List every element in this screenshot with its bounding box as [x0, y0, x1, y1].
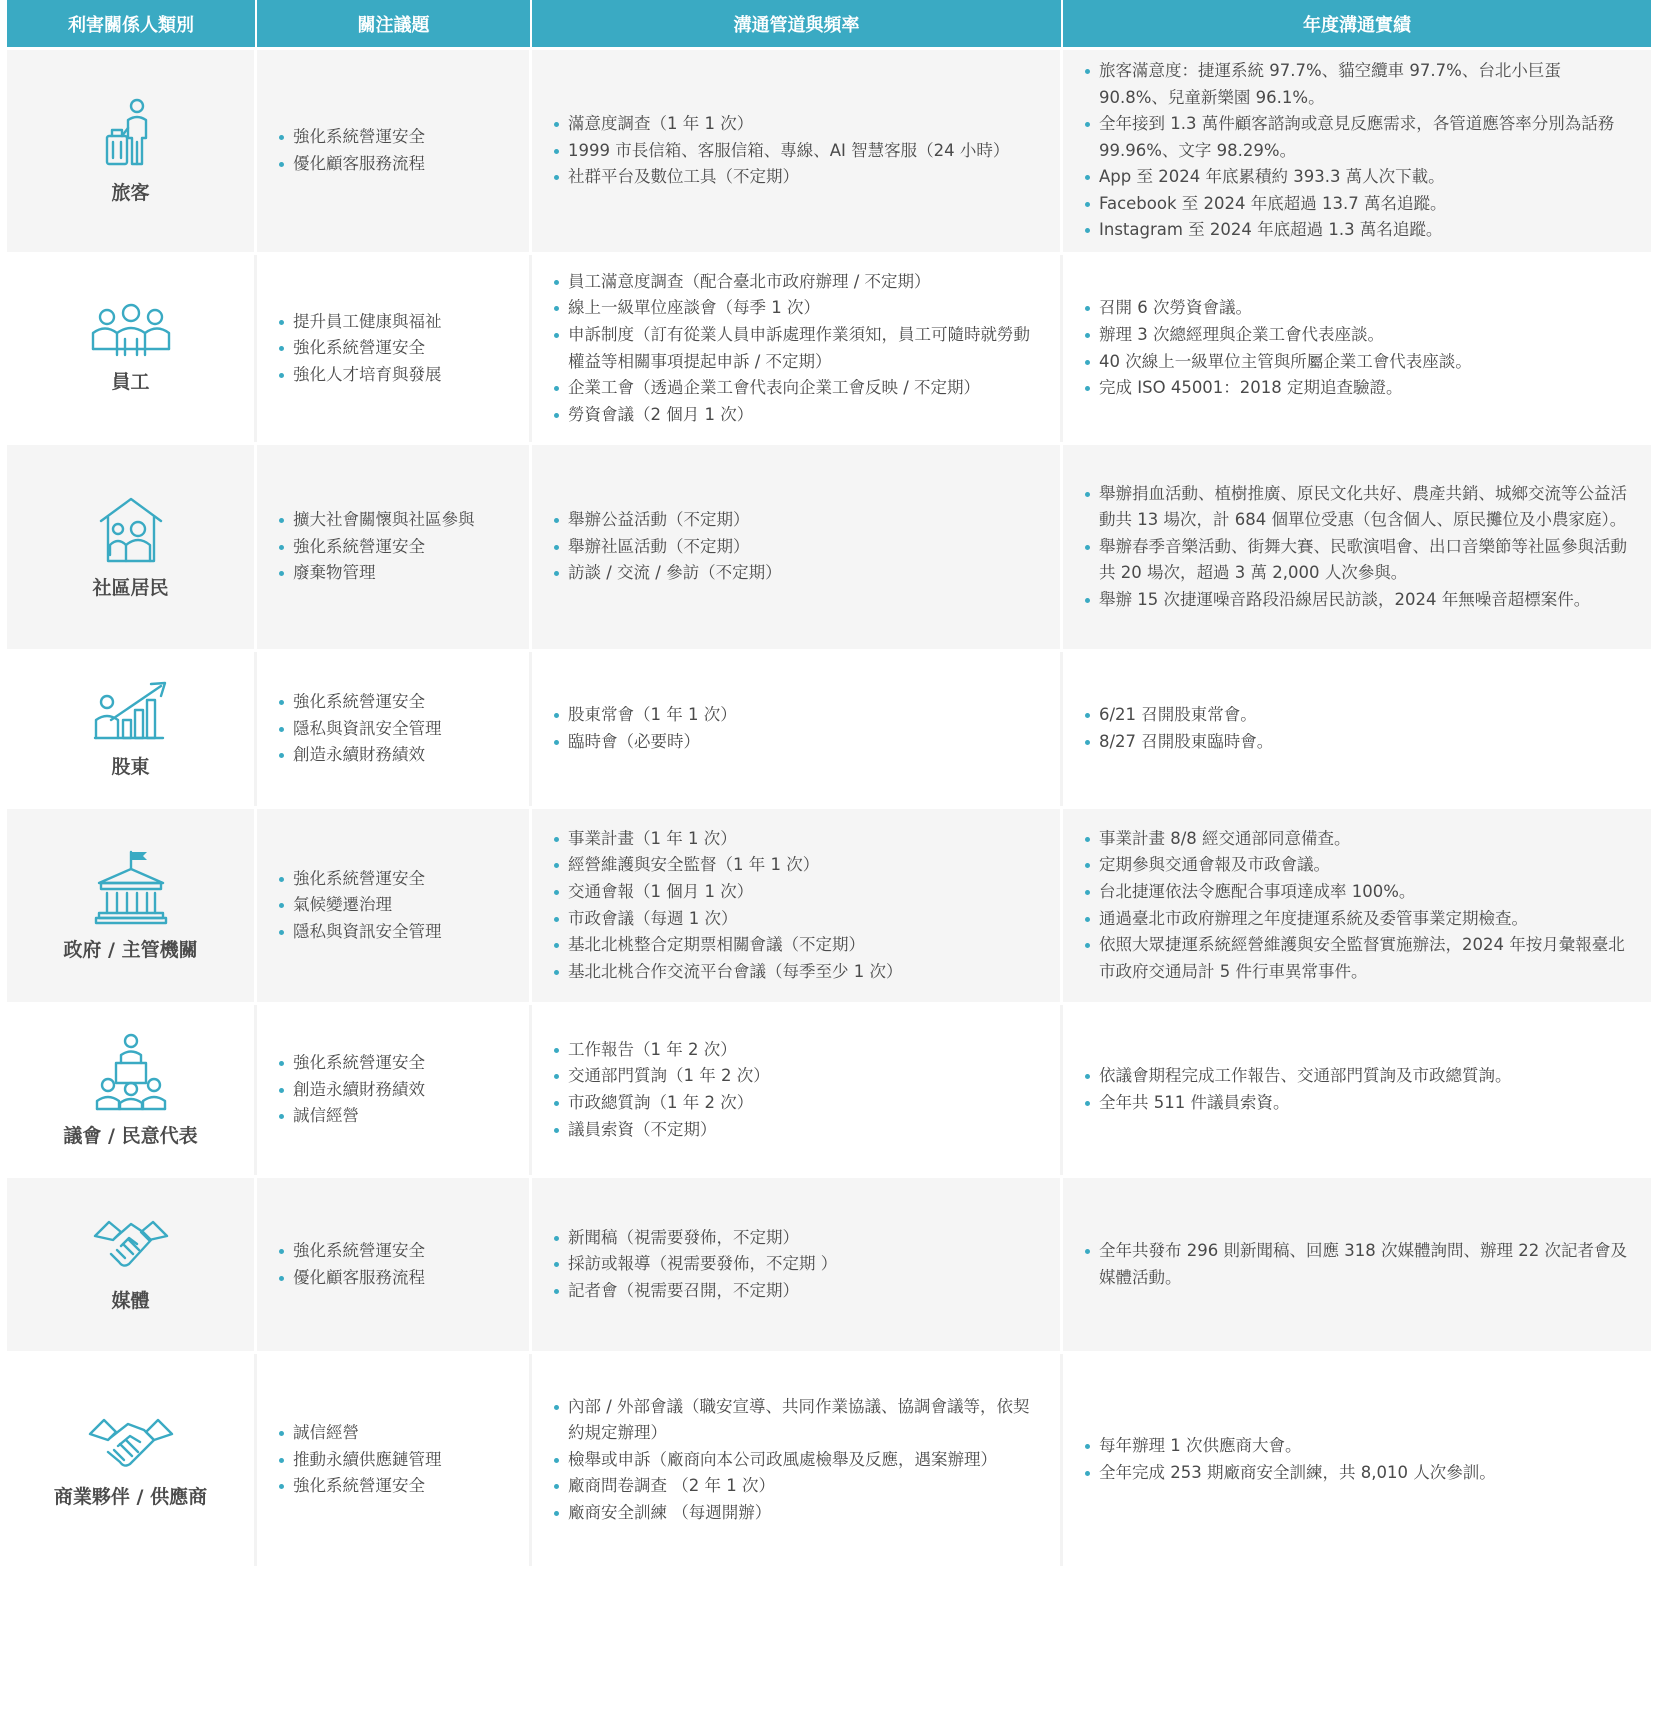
list-item: 事業計畫（1 年 1 次） [554, 826, 903, 853]
list-item: 6/21 召開股東常會。 [1085, 702, 1273, 729]
list-item: 員工滿意度調查（配合臺北市政府辦理 / 不定期） [554, 269, 1038, 296]
channels-cell [532, 445, 1063, 649]
community-icon [98, 495, 164, 563]
list-item: 檢舉或申訴（廠商向本公司政風處檢舉及反應，遇案辦理） [554, 1447, 1038, 1474]
category-label: 社區居民 [92, 576, 169, 599]
traveler-icon [101, 98, 161, 168]
list-item: 通過臺北市政府辦理之年度捷運系統及委管事業定期檢查。 [1085, 906, 1629, 933]
list-item: App 至 2024 年底累積約 393.3 萬人次下載。 [1085, 164, 1629, 191]
list-item: 臨時會（必要時） [554, 729, 737, 756]
channels-cell [532, 809, 1063, 1002]
list-item: 勞資會議（2 個月 1 次） [554, 402, 1038, 429]
list-item: 舉辦社區活動（不定期） [554, 534, 782, 561]
results-cell [1063, 445, 1651, 649]
list-item: 經營維護與安全監督（1 年 1 次） [554, 852, 903, 879]
channels-cell [532, 1178, 1063, 1351]
channels-cell [532, 255, 1063, 442]
list-item: 舉辦公益活動（不定期） [554, 507, 782, 534]
list-item: 社群平台及數位工具（不定期） [554, 164, 1009, 191]
category-cell [7, 1354, 257, 1566]
issues-cell [257, 1178, 532, 1351]
list-item: 定期參與交通會報及市政會議。 [1085, 852, 1629, 879]
results-list [1085, 1238, 1629, 1291]
channels-cell [532, 1354, 1063, 1566]
channels-cell [532, 652, 1063, 806]
table-row [7, 252, 1651, 442]
header-category: 利害關係人類別 [7, 0, 257, 47]
results-cell [1063, 255, 1651, 442]
issues-cell [257, 1354, 532, 1566]
channels-cell [532, 50, 1063, 252]
list-item: 創造永續財務績效 [279, 1077, 425, 1104]
channels-list [554, 1037, 770, 1143]
results-cell [1063, 1005, 1651, 1175]
table-row [7, 1175, 1651, 1351]
list-item: 議員索資（不定期） [554, 1117, 770, 1144]
podium-audience-icon [94, 1033, 168, 1111]
list-item: 舉辦捐血活動、植樹推廣、原民文化共好、農產共銷、城鄉交流等公益活動共 13 場次，計 684 個單位受惠（包含個人、原民攤位及小農家庭）。 [1085, 481, 1629, 534]
list-item: 每年辦理 1 次供應商大會。 [1085, 1433, 1496, 1460]
list-item: 提升員工健康與福祉 [279, 309, 442, 336]
list-item: Instagram 至 2024 年底超過 1.3 萬名追蹤。 [1085, 217, 1629, 244]
category-cell [7, 1005, 257, 1175]
list-item: 辦理 3 次總經理與企業工會代表座談。 [1085, 322, 1472, 349]
list-item: 強化系統營運安全 [279, 689, 442, 716]
table-row [7, 649, 1651, 806]
list-item: 廠商問卷調查 （2 年 1 次） [554, 1473, 1038, 1500]
list-item: 強化系統營運安全 [279, 866, 442, 893]
list-item: 隱私與資訊安全管理 [279, 716, 442, 743]
employees-icon [89, 303, 173, 357]
category-label: 政府 / 主管機關 [63, 939, 198, 961]
list-item: 企業工會（透過企業工會代表向企業工會反映 / 不定期） [554, 375, 1038, 402]
issues-list [279, 124, 425, 177]
list-item: Facebook 至 2024 年底超過 13.7 萬名追蹤。 [1085, 191, 1629, 218]
list-item: 優化顧客服務流程 [279, 151, 425, 178]
list-item: 完成 ISO 45001：2018 定期追查驗證。 [1085, 375, 1472, 402]
list-item: 基北北桃整合定期票相關會議（不定期） [554, 932, 903, 959]
results-cell [1063, 652, 1651, 806]
issues-list [279, 1238, 425, 1291]
list-item: 強化系統營運安全 [279, 1473, 442, 1500]
issues-cell [257, 652, 532, 806]
category-cell [7, 50, 257, 252]
channels-cell [532, 1005, 1063, 1175]
issues-list [279, 1420, 442, 1500]
category-cell [7, 255, 257, 442]
list-item: 強化系統營運安全 [279, 1238, 425, 1265]
results-cell [1063, 1354, 1651, 1566]
results-cell [1063, 809, 1651, 1002]
issues-list [279, 507, 475, 587]
growth-chart-icon [93, 680, 169, 742]
government-building-icon [93, 849, 169, 925]
category-label: 媒體 [111, 1290, 150, 1312]
results-list [1085, 826, 1629, 986]
category-cell [7, 445, 257, 649]
list-item: 線上一級單位座談會（每季 1 次） [554, 295, 1038, 322]
table-header [7, 0, 1651, 47]
table-row [7, 442, 1651, 649]
list-item: 8/27 召開股東臨時會。 [1085, 729, 1273, 756]
list-item: 廠商安全訓練 （每週開辦） [554, 1500, 1038, 1527]
list-item: 40 次線上一級單位主管與所屬企業工會代表座談。 [1085, 349, 1472, 376]
header-channels: 溝通管道與頻率 [532, 0, 1063, 47]
list-item: 旅客滿意度：捷運系統 97.7%、貓空纜車 97.7%、台北小巨蛋 90.8%、兒童新樂園 96.1%。 [1085, 58, 1629, 111]
results-cell [1063, 50, 1651, 252]
channels-list [554, 507, 782, 587]
issues-list [279, 689, 442, 769]
list-item: 隱私與資訊安全管理 [279, 919, 442, 946]
list-item: 強化系統營運安全 [279, 1050, 425, 1077]
category-cell [7, 1178, 257, 1351]
list-item: 強化人才培育與發展 [279, 362, 442, 389]
list-item: 全年接到 1.3 萬件顧客諮詢或意見反應需求，各管道應答率分別為話務 99.96%、文字 98.29%。 [1085, 111, 1629, 164]
channels-list [554, 111, 1009, 191]
list-item: 1999 市長信箱、客服信箱、專線、AI 智慧客服（24 小時） [554, 138, 1009, 165]
list-item: 交通部門質詢（1 年 2 次） [554, 1063, 770, 1090]
partner-handshake-icon [86, 1412, 176, 1472]
issues-cell [257, 50, 532, 252]
results-list [1085, 295, 1472, 401]
list-item: 交通會報（1 個月 1 次） [554, 879, 903, 906]
list-item: 誠信經營 [279, 1103, 425, 1130]
list-item: 強化系統營運安全 [279, 335, 442, 362]
list-item: 氣候變遷治理 [279, 892, 442, 919]
list-item: 擴大社會關懷與社區參與 [279, 507, 475, 534]
list-item: 全年共發布 296 則新聞稿、回應 318 次媒體詢問、辦理 22 次記者會及媒體活動。 [1085, 1238, 1629, 1291]
list-item: 依議會期程完成工作報告、交通部門質詢及市政總質詢。 [1085, 1063, 1512, 1090]
list-item: 事業計畫 8/8 經交通部同意備查。 [1085, 826, 1629, 853]
list-item: 新聞稿（視需要發佈，不定期） [554, 1225, 837, 1252]
table-row [7, 47, 1651, 252]
handshake-icon [91, 1216, 171, 1276]
list-item: 全年完成 253 期廠商安全訓練，共 8,010 人次參訓。 [1085, 1460, 1496, 1487]
issues-list [279, 866, 442, 946]
list-item: 內部 / 外部會議（職安宣導、共同作業協議、協調會議等，依契約規定辦理） [554, 1394, 1038, 1447]
list-item: 基北北桃合作交流平台會議（每季至少 1 次） [554, 959, 903, 986]
list-item: 記者會（視需要召開，不定期） [554, 1278, 837, 1305]
list-item: 創造永續財務績效 [279, 742, 442, 769]
list-item: 強化系統營運安全 [279, 534, 475, 561]
channels-list [554, 1394, 1038, 1527]
table-row [7, 1351, 1651, 1566]
list-item: 採訪或報導（視需要發佈，不定期 ） [554, 1251, 837, 1278]
list-item: 滿意度調查（1 年 1 次） [554, 111, 1009, 138]
list-item: 市政會議（每週 1 次） [554, 906, 903, 933]
results-list [1085, 702, 1273, 755]
issues-cell [257, 445, 532, 649]
category-label: 股東 [111, 755, 150, 778]
results-list [1085, 481, 1629, 614]
channels-list [554, 826, 903, 986]
list-item: 全年共 511 件議員索資。 [1085, 1090, 1512, 1117]
results-list [1085, 1063, 1512, 1116]
list-item: 舉辦春季音樂活動、街舞大賽、民歌演唱會、出口音樂節等社區參與活動共 20 場次，超過 3 萬 2,000 人次參與。 [1085, 534, 1629, 587]
issues-cell [257, 1005, 532, 1175]
issues-list [279, 309, 442, 389]
list-item: 申訴制度（訂有從業人員申訴處理作業須知，員工可隨時就勞動權益等相關事項提起申訴 / 不定期） [554, 322, 1038, 375]
header-issues: 關注議題 [257, 0, 532, 47]
list-item: 誠信經營 [279, 1420, 442, 1447]
issues-cell [257, 809, 532, 1002]
list-item: 股東常會（1 年 1 次） [554, 702, 737, 729]
list-item: 召開 6 次勞資會議。 [1085, 295, 1472, 322]
list-item: 優化顧客服務流程 [279, 1265, 425, 1292]
issues-cell [257, 255, 532, 442]
list-item: 舉辦 15 次捷運噪音路段沿線居民訪談，2024 年無噪音超標案件。 [1085, 587, 1629, 614]
list-item: 訪談 / 交流 / 參訪（不定期） [554, 560, 782, 587]
results-cell [1063, 1178, 1651, 1351]
channels-list [554, 1225, 837, 1305]
category-label: 商業夥伴 / 供應商 [53, 1485, 208, 1508]
list-item: 台北捷運依法令應配合事項達成率 100%。 [1085, 879, 1629, 906]
category-label: 議會 / 民意代表 [63, 1124, 198, 1147]
list-item: 廢棄物管理 [279, 560, 475, 587]
table-row [7, 806, 1651, 1002]
list-item: 推動永續供應鏈管理 [279, 1447, 442, 1474]
stakeholder-table [7, 0, 1651, 1566]
list-item: 工作報告（1 年 2 次） [554, 1037, 770, 1064]
category-label: 員工 [111, 371, 150, 393]
list-item: 市政總質詢（1 年 2 次） [554, 1090, 770, 1117]
category-cell [7, 652, 257, 806]
channels-list [554, 702, 737, 755]
list-item: 強化系統營運安全 [279, 124, 425, 151]
category-label: 旅客 [111, 181, 150, 204]
category-cell [7, 809, 257, 1002]
table-row [7, 1002, 1651, 1175]
list-item: 依照大眾捷運系統經營維護與安全監督實施辦法，2024 年按月彙報臺北市政府交通局計 5 件行車異常事件。 [1085, 932, 1629, 985]
header-results: 年度溝通實績 [1063, 0, 1651, 47]
issues-list [279, 1050, 425, 1130]
channels-list [554, 269, 1038, 429]
results-list [1085, 58, 1629, 244]
results-list [1085, 1433, 1496, 1486]
